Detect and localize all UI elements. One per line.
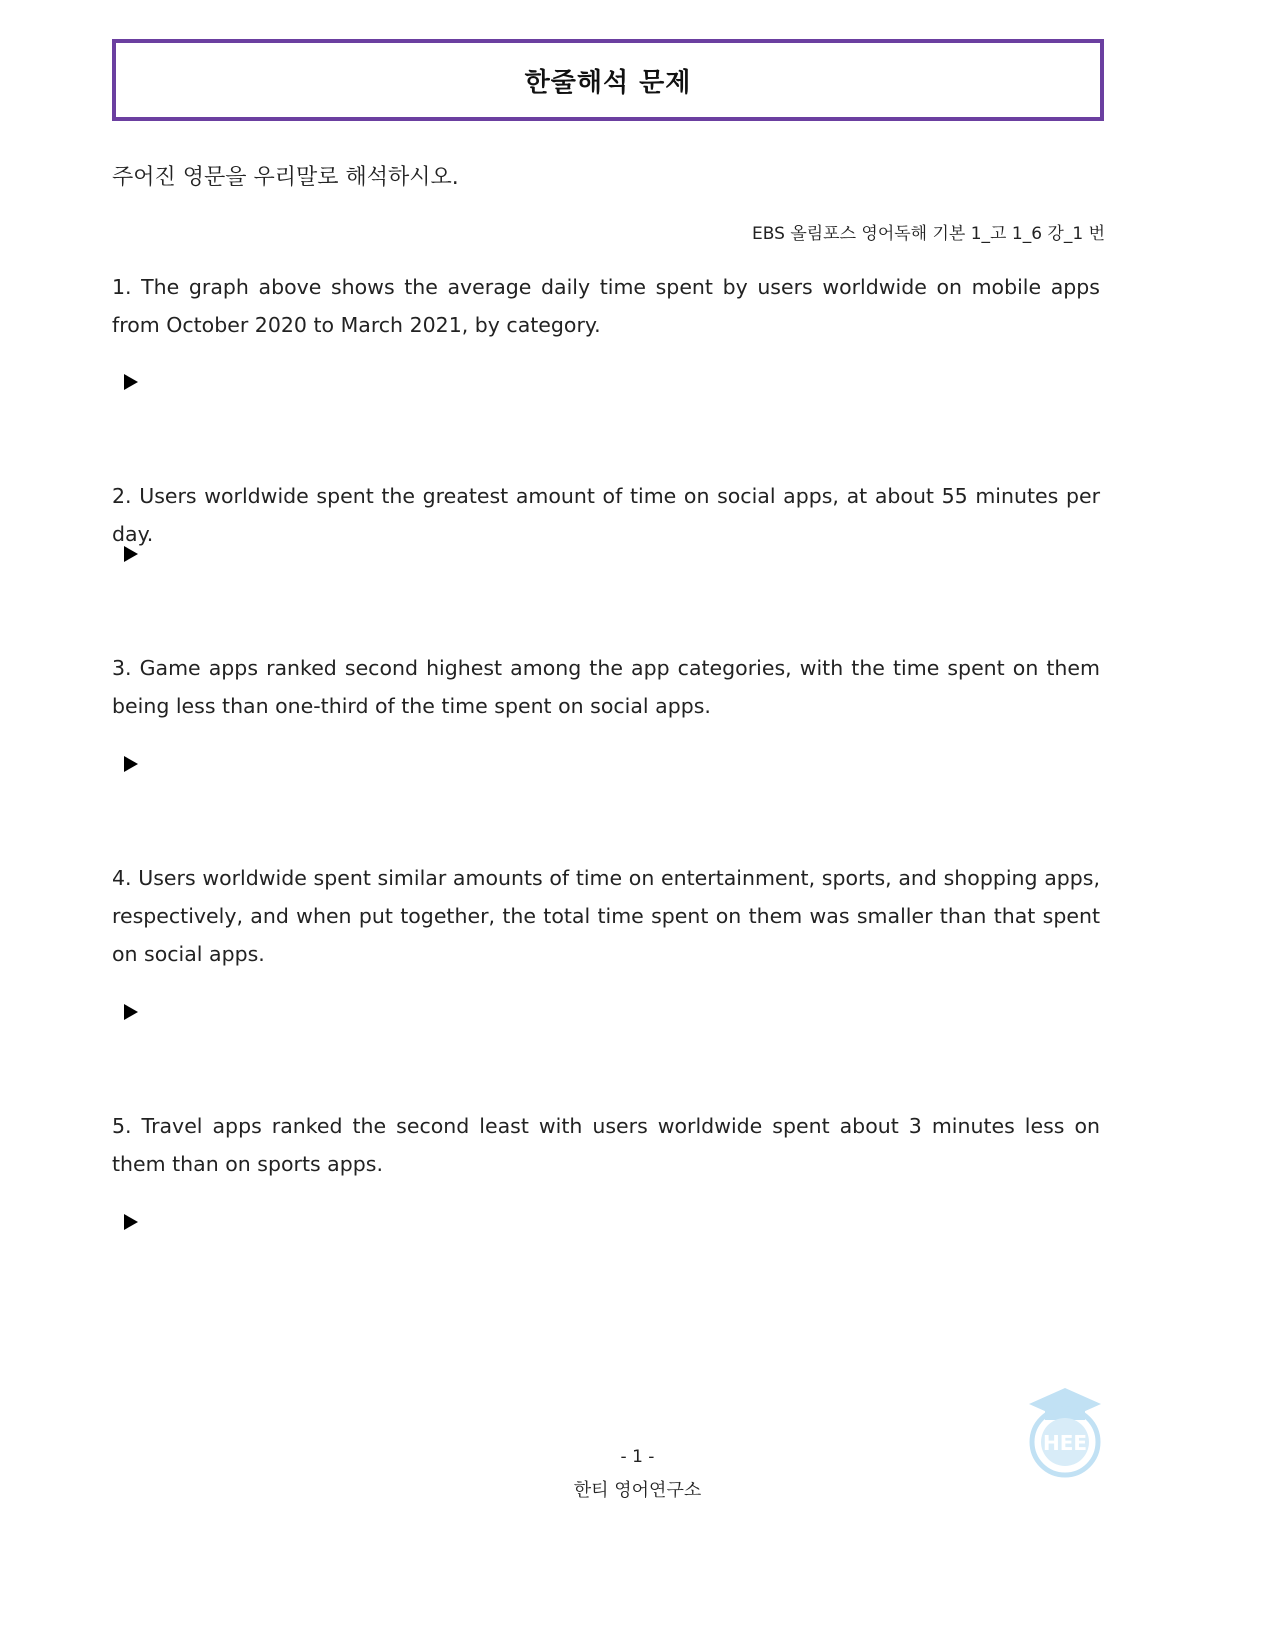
question-3: 3. Game apps ranked second highest among the app categories, with the time spent on them being less than one-third of the time spent on social apps. — [112, 656, 1100, 718]
answer-arrow-icon — [124, 374, 138, 390]
question-1: 1. The graph above shows the average daily time spent by users worldwide on mobile apps from October 2020 to March 2021, by category. — [112, 275, 1100, 337]
page-number: - 1 - — [620, 1447, 655, 1467]
source-reference: EBS 올림포스 영어독해 기본 1_고 1_6 강_1 번 — [752, 224, 1105, 244]
title-box — [112, 39, 1104, 121]
answer-arrow-icon — [124, 1214, 138, 1230]
instruction-text: 주어진 영문을 우리말로 해석하시오. — [112, 165, 459, 190]
answer-arrow-icon — [124, 546, 138, 562]
question-4: 4. Users worldwide spent similar amounts of time on entertainment, sports, and shopping apps, respectively, and when put together, the total time spent on them was smaller than that spent on social apps. — [112, 866, 1100, 966]
question-5: 5. Travel apps ranked the second least with users worldwide spent about 3 minutes less on them than on sports apps. — [112, 1114, 1100, 1176]
page-title: 한줄해석 문제 — [524, 67, 692, 98]
graduation-cap-logo-icon — [1025, 1386, 1105, 1478]
logo-text: HEE — [1042, 1431, 1088, 1455]
answer-arrow-icon — [124, 756, 138, 772]
question-2: 2. Users worldwide spent the greatest amount of time on social apps, at about 55 minutes per day. — [112, 484, 1100, 546]
answer-arrow-icon — [124, 1004, 138, 1020]
publisher-name: 한티 영어연구소 — [573, 1480, 702, 1501]
